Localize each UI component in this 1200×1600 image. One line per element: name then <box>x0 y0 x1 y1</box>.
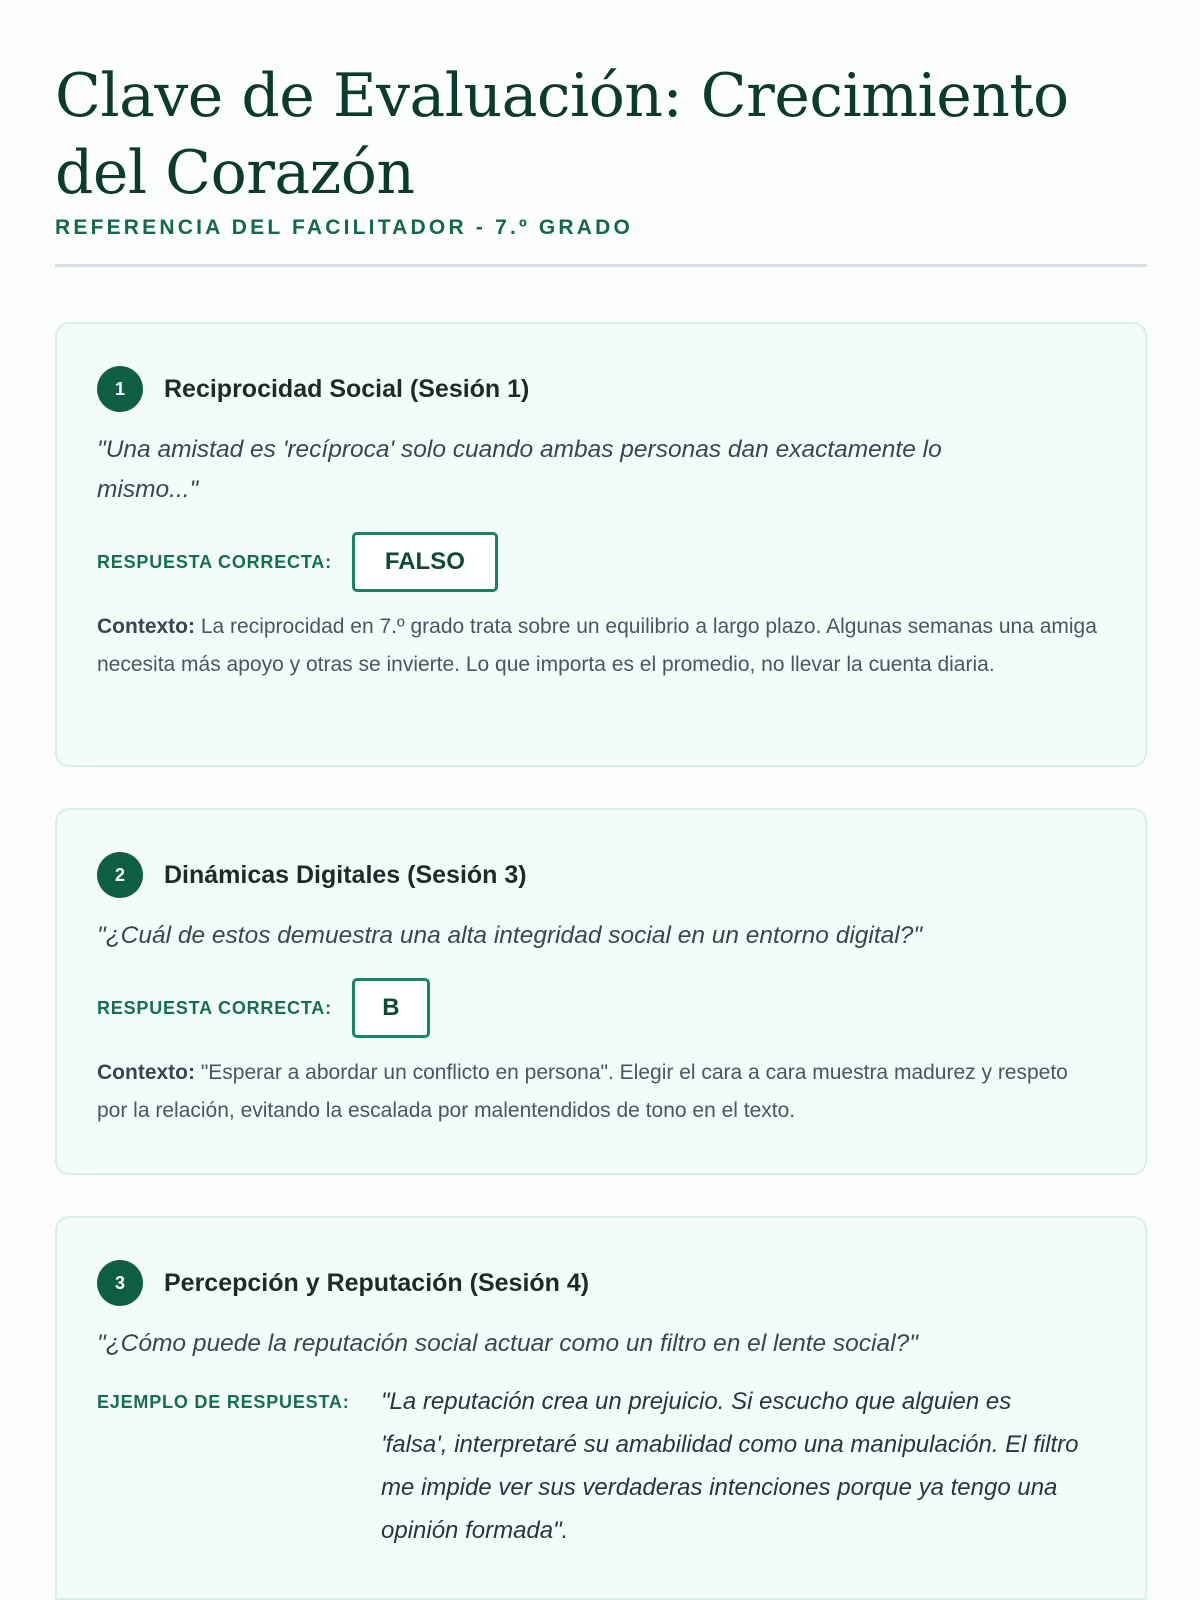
example-label: EJEMPLO DE RESPUESTA: <box>97 1392 350 1412</box>
header-divider <box>55 264 1147 267</box>
context-text <box>97 1054 1097 1130</box>
example-answer-text: "La reputación crea un prejuicio. Si escucho que alguien es 'falsa', interpretaré su amabilidad como una manipulación. El filtro me impide ver sus verdaderas intenciones porque ya tengo una opinión formada". <box>381 1388 1079 1544</box>
context-label: Contexto: <box>97 1061 195 1084</box>
answer-row <box>97 978 430 1038</box>
question-card-2 <box>55 808 1147 1175</box>
question-number-badge: 1 <box>97 366 143 412</box>
question-number-badge: 3 <box>97 1260 143 1306</box>
question-title: Percepción y Reputación (Sesión 4) <box>164 1268 590 1297</box>
question-text: "¿Cuál de estos demuestra una alta integridad social en un entorno digital?" <box>97 922 923 949</box>
context-body: La reciprocidad en 7.º grado trata sobre un equilibrio a largo plazo. Algunas semanas una amiga necesita más apoyo y otras se invierte. Lo que importa es el promedio, no llevar la cuenta diaria. <box>97 615 1097 676</box>
question-card-1 <box>55 322 1147 767</box>
context-text <box>97 608 1097 684</box>
card-header <box>97 852 527 898</box>
answer-box: FALSO <box>352 532 498 592</box>
question-number-badge: 2 <box>97 852 143 898</box>
question-card-3 <box>55 1216 1147 1600</box>
card-header <box>97 1260 589 1306</box>
answer-label: RESPUESTA CORRECTA: <box>97 997 332 1018</box>
question-text: "Una amistad es 'recíproca' solo cuando ambas personas dan exactamente lo mismo..." <box>97 436 942 503</box>
card-header <box>97 366 529 412</box>
question-title: Reciprocidad Social (Sesión 1) <box>164 374 530 403</box>
answer-key-page <box>55 0 1147 1544</box>
context-label: Contexto: <box>97 615 195 638</box>
answer-box: B <box>352 978 430 1038</box>
answer-label: RESPUESTA CORRECTA: <box>97 551 332 572</box>
page-title: Clave de Evaluación: Crecimiento del Corazón <box>55 61 1069 208</box>
page-subtitle: REFERENCIA DEL FACILITADOR - 7.º GRADO <box>55 216 634 239</box>
question-title: Dinámicas Digitales (Sesión 3) <box>164 860 527 889</box>
context-body: "Esperar a abordar un conflicto en persona". Elegir el cara a cara muestra madurez y respeto por la relación, evitando la escalada por malentendidos de tono en el texto. <box>97 1061 1068 1122</box>
answer-row <box>97 532 498 592</box>
question-text: "¿Cómo puede la reputación social actuar como un filtro en el lente social?" <box>97 1330 918 1357</box>
